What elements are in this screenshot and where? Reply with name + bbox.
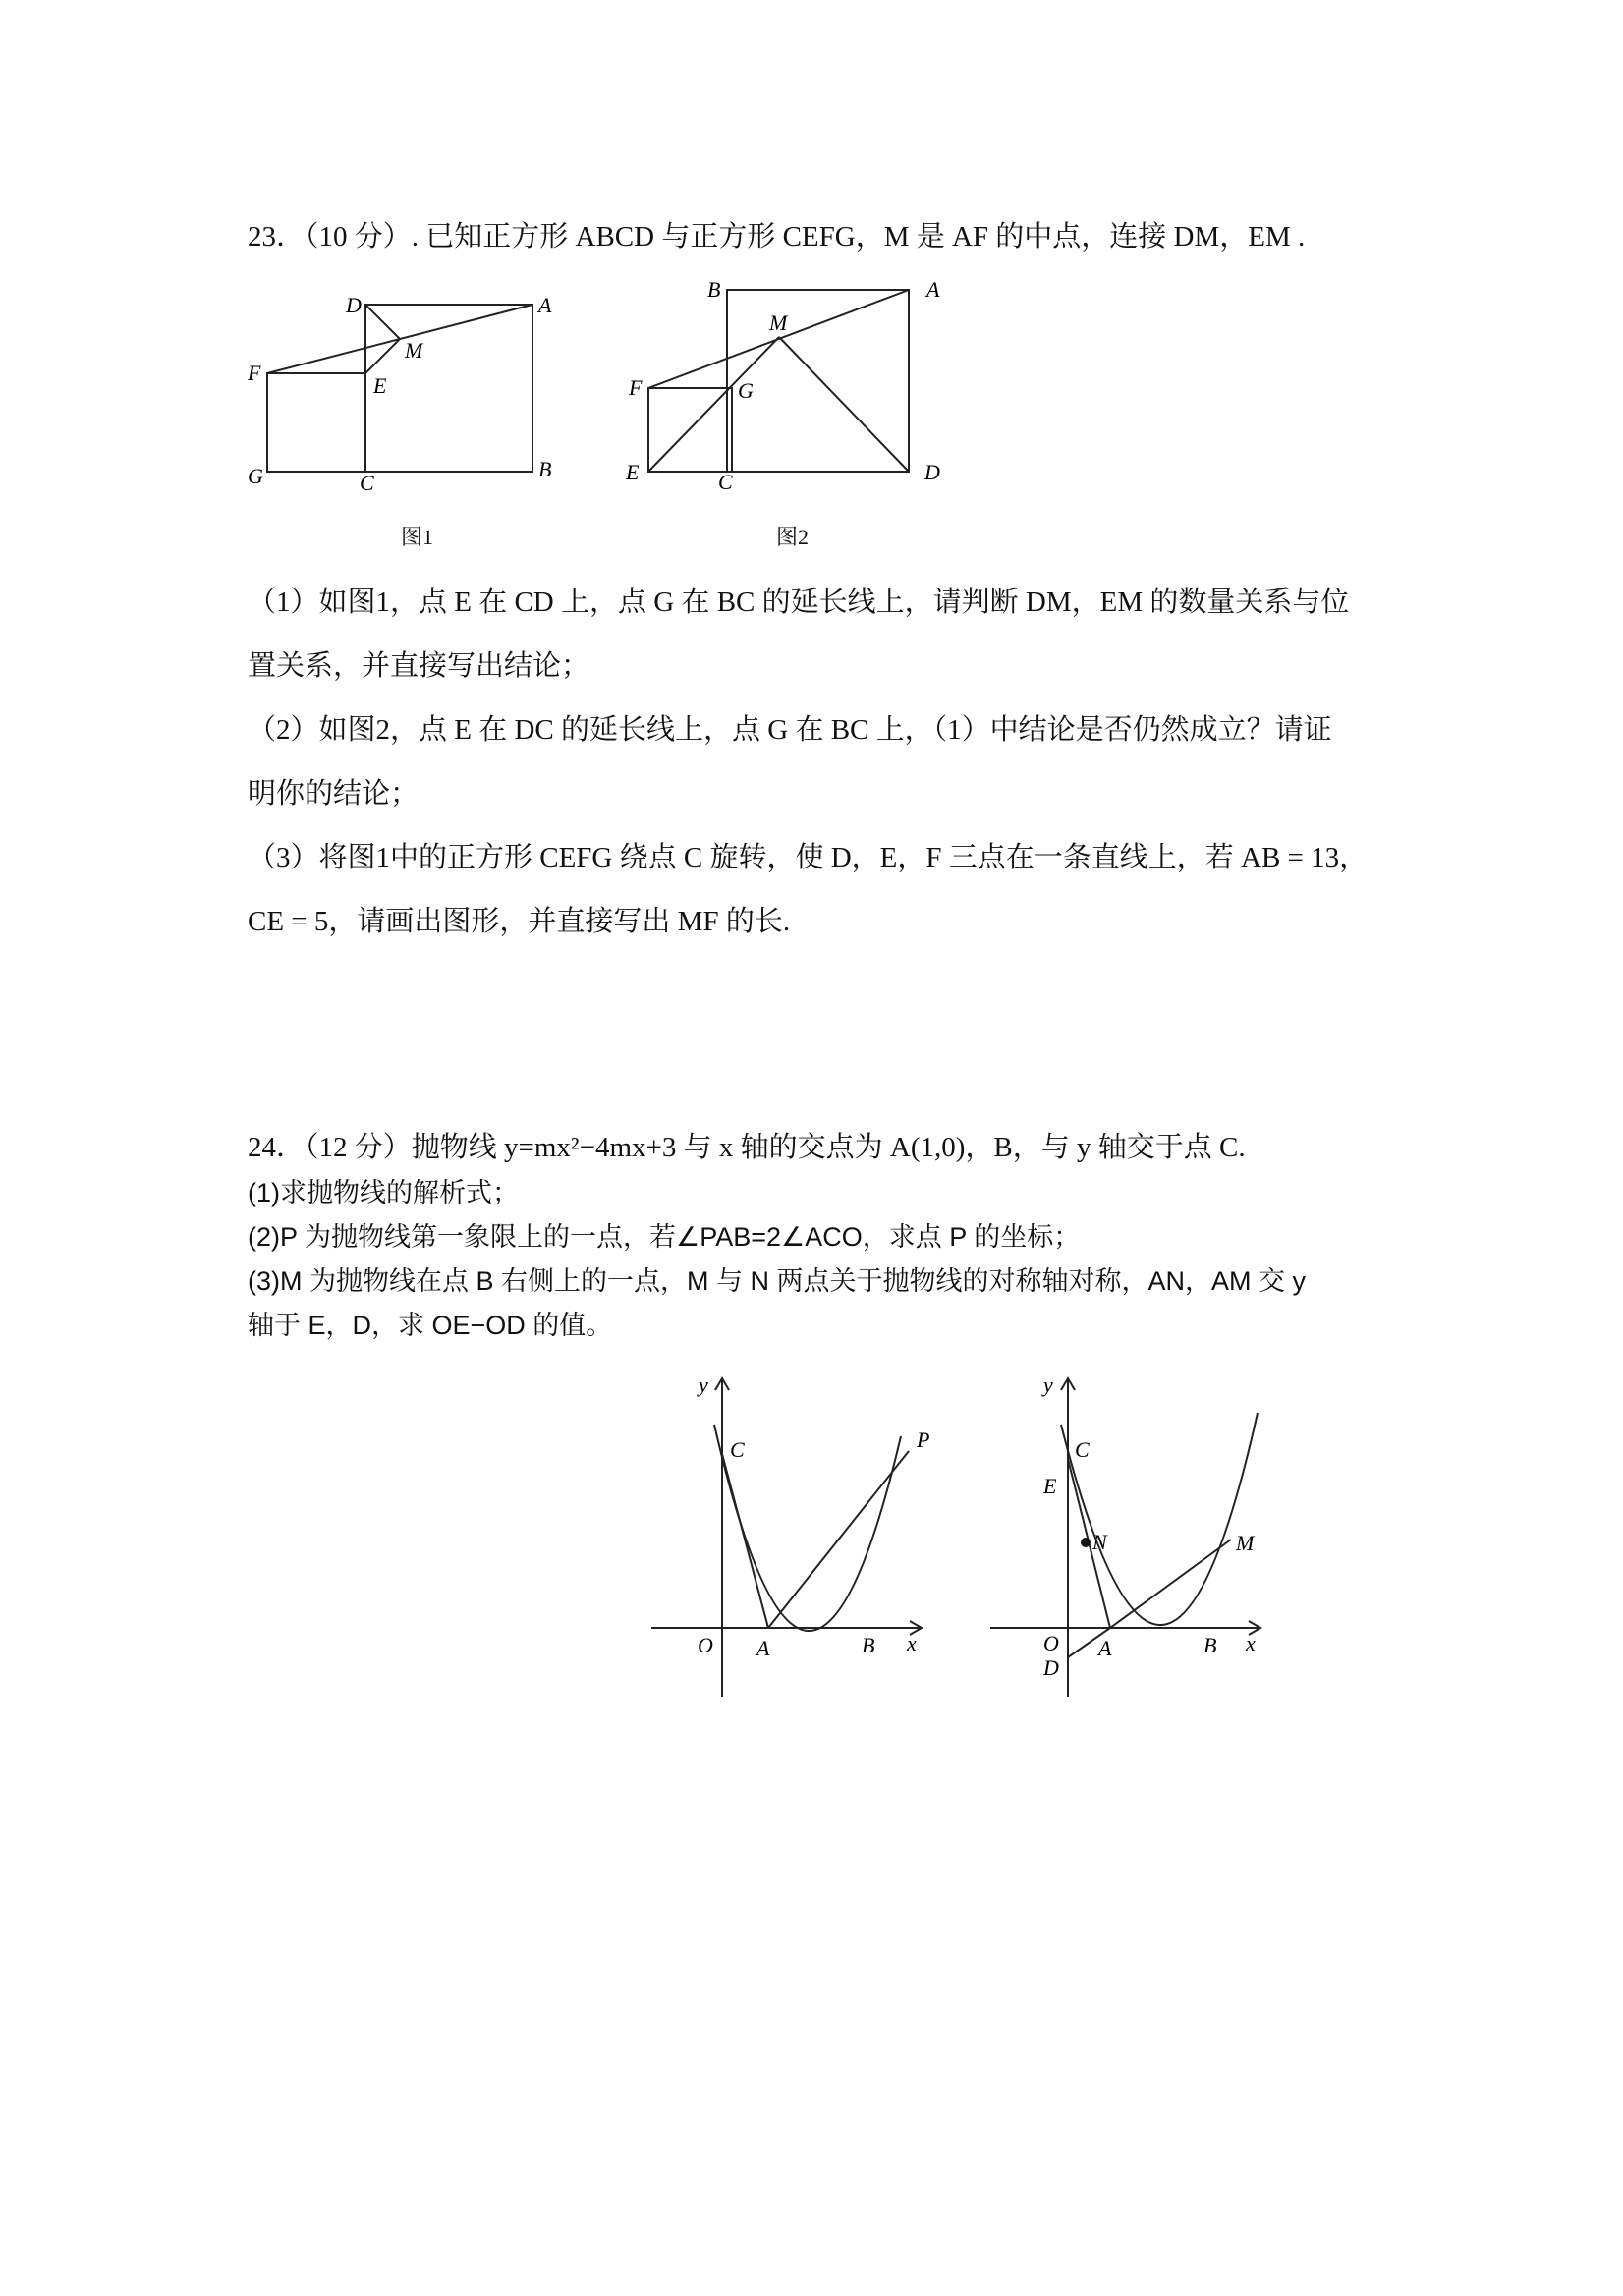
fig2-label-f: F <box>629 375 643 400</box>
graph1-label-y: y <box>699 1372 708 1397</box>
q24-part2: (2)P 为抛物线第一象限上的一点，若∠PAB=2∠ACO，求点 P 的坐标； <box>248 1222 1081 1252</box>
q24-part1: (1)求抛物线的解析式； <box>248 1178 519 1207</box>
q23-part2-line1: （2）如图2，点 E 在 DC 的延长线上，点 G 在 BC 上，（1）中结论是否仍然成立？请证 <box>248 714 1332 746</box>
q24-header: 24．（12 分）抛物线 y=mx²−4mx+3 与 x 轴的交点为 A(1,0)，B，与 y 轴交于点 C. <box>248 1132 1246 1163</box>
fig1-label-g: G <box>248 464 263 488</box>
fig2-label-g: G <box>738 378 754 403</box>
fig2-label-c: C <box>718 470 733 494</box>
fig1-label-m: M <box>405 338 423 363</box>
graph1-label-p: P <box>917 1428 930 1452</box>
q24-part3-line2: 轴于 E，D，求 OE−OD 的值。 <box>248 1311 613 1340</box>
graph1-label-b: B <box>862 1633 875 1657</box>
fig1-label-a: A <box>538 293 552 317</box>
graph1-label-o: O <box>698 1633 713 1657</box>
graph2-label-m: M <box>1236 1531 1255 1555</box>
graph2-label-d: D <box>1043 1655 1059 1680</box>
fig1-caption: 图1 <box>401 525 434 549</box>
q24-part3-line1: (3)M 为抛物线在点 B 右侧上的一点，M 与 N 两点关于抛物线的对称轴对称，AN，AM 交 y <box>248 1266 1307 1296</box>
graph1-label-a: A <box>756 1636 770 1660</box>
fig2-label-d: D <box>924 460 940 484</box>
fig2-caption: 图2 <box>776 525 810 549</box>
q24-graph-1 <box>644 1371 948 1705</box>
graph1-label-c: C <box>730 1437 745 1462</box>
fig2-label-b: B <box>707 277 721 302</box>
fig2-label-a: A <box>926 277 940 302</box>
graph2-label-b: B <box>1203 1633 1217 1657</box>
q23-figure-2 <box>614 275 968 501</box>
graph2-label-y: y <box>1043 1372 1053 1397</box>
q23-part3-line1: （3）将图1中的正方形 CEFG 绕点 C 旋转，使 D，E，F 三点在一条直线上，若 AB = 13， <box>248 842 1369 873</box>
fig1-label-b: B <box>538 457 552 481</box>
q23-part1-line1: （1）如图1，点 E 在 CD 上，点 G 在 BC 的延长线上，请判断 DM，EM 的数量关系与位 <box>248 587 1350 618</box>
fig1-label-e: E <box>373 373 387 398</box>
graph2-label-a: A <box>1098 1636 1112 1660</box>
q23-part3-line2: CE = 5，请画出图形，并直接写出 MF 的长. <box>248 906 791 937</box>
fig1-label-f: F <box>248 361 261 385</box>
fig1-label-c: C <box>360 471 374 495</box>
q23-figure-1 <box>236 280 589 496</box>
graph2-label-x: x <box>1246 1631 1256 1655</box>
q23-header: 23．（10 分）. 已知正方形 ABCD 与正方形 CEFG，M 是 AF 的中点，连接 DM，EM . <box>248 221 1306 252</box>
q24-graph-2 <box>982 1371 1287 1705</box>
graph2-label-n: N <box>1092 1530 1107 1554</box>
graph2-label-e: E <box>1043 1474 1057 1498</box>
q23-part2-line2: 明你的结论； <box>248 778 420 810</box>
graph1-label-x: x <box>907 1631 917 1655</box>
fig1-label-d: D <box>346 293 362 317</box>
fig2-label-e: E <box>626 460 640 484</box>
graph2-label-c: C <box>1075 1437 1090 1462</box>
q23-part1-line2: 置关系，并直接写出结论； <box>248 650 590 682</box>
fig2-label-m: M <box>769 310 788 335</box>
graph2-label-o: O <box>1043 1631 1059 1655</box>
